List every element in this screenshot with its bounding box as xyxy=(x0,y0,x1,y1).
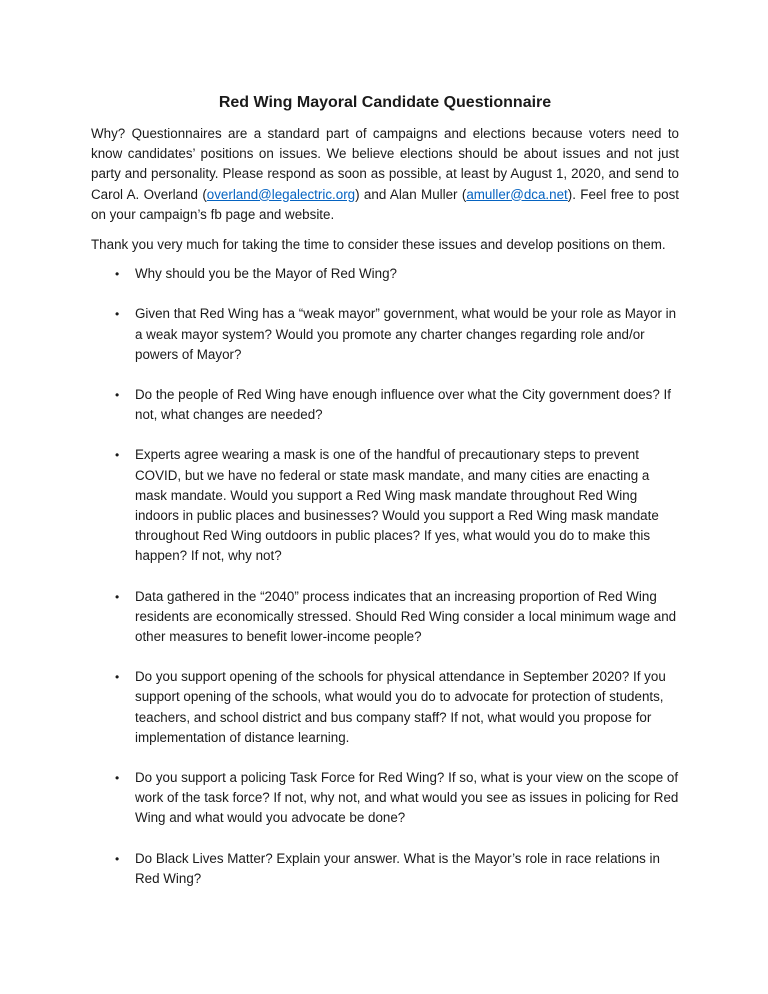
intro-paragraph xyxy=(91,124,679,225)
question-text: Do you support opening of the schools for physical attendance in September 2020? If you support opening of the schools, what would you do to advocate for protection of students, teachers, and school district and bus company staff? If not, what would you propose for implementation of distance learning. xyxy=(135,669,666,745)
question-text: Do the people of Red Wing have enough influence over what the City government does? If not, what changes are needed? xyxy=(135,387,671,423)
email-link-overland[interactable]: overland@legalectric.org xyxy=(206,186,356,202)
intro-text-1: Why? Questionnaires are a standard part of campaigns and elections because voters need to know candidates’ positions on issues. We believe elections should be about issues and not just party and personality. Please respond as soon as possible, at least by August 1, 2020, and send to Carol A. Overland ( xyxy=(91,126,679,202)
bullet-icon: • xyxy=(115,307,120,322)
question-item xyxy=(91,264,679,284)
question-text: Given that Red Wing has a “weak mayor” government, what would be your role as Mayor in a weak mayor system? Would you promote any charter changes regarding role and/or powers of Mayor? xyxy=(135,306,677,362)
question-item xyxy=(91,849,679,889)
question-text: Data gathered in the “2040” process indicates that an increasing proportion of Red Wing residents are economically stressed. Should Red Wing consider a local minimum wage and other measures to benefit lower-income people? xyxy=(135,588,677,645)
question-text: Experts agree wearing a mask is one of the handful of precautionary steps to prevent COVID, but we have no federal or state mask mandate, and many cities are enacting a mask mandate. Would you support a Red Wing mask mandate throughout Red Wing indoors in public places and businesses? Would you support a Red Wing mask mandate throughout Red Wing outdoors in public places? If yes, what would you do to make this happen? If not, why not? xyxy=(135,447,659,564)
document-page xyxy=(91,92,679,909)
question-text: Why should you be the Mayor of Red Wing? xyxy=(135,266,397,282)
intro-text-2: ) and Alan Muller ( xyxy=(355,186,467,202)
bullet-icon: • xyxy=(115,448,120,463)
question-text: Do Black Lives Matter? Explain your answer. What is the Mayor’s role in race relations in Red Wing? xyxy=(135,850,660,886)
bullet-icon: • xyxy=(115,388,120,403)
bullet-icon: • xyxy=(115,267,120,282)
question-item xyxy=(91,667,679,748)
document-title: Red Wing Mayoral Candidate Questionnaire xyxy=(218,94,552,111)
questions-list xyxy=(91,264,679,889)
question-item xyxy=(91,445,679,566)
bullet-icon: • xyxy=(115,851,120,866)
question-text: Do you support a policing Task Force for Red Wing? If so, what is your view on the scope of work of the task force? If not, why not, and what would you see as issues in policing for Red Wing and what would you advocate be done? xyxy=(135,770,679,826)
bullet-icon: • xyxy=(115,771,120,786)
question-item xyxy=(91,304,679,365)
bullet-icon: • xyxy=(115,589,120,604)
question-item xyxy=(91,587,679,648)
question-item xyxy=(91,385,679,425)
question-item xyxy=(91,768,679,829)
thanks-paragraph: Thank you very much for taking the time to consider these issues and develop positions on them. xyxy=(91,237,666,253)
bullet-icon: • xyxy=(115,670,120,685)
email-link-muller[interactable]: amuller@dca.net xyxy=(466,186,568,202)
intro-text-3: ). Feel free to post on your campaign’s fb page and website. xyxy=(91,186,679,222)
